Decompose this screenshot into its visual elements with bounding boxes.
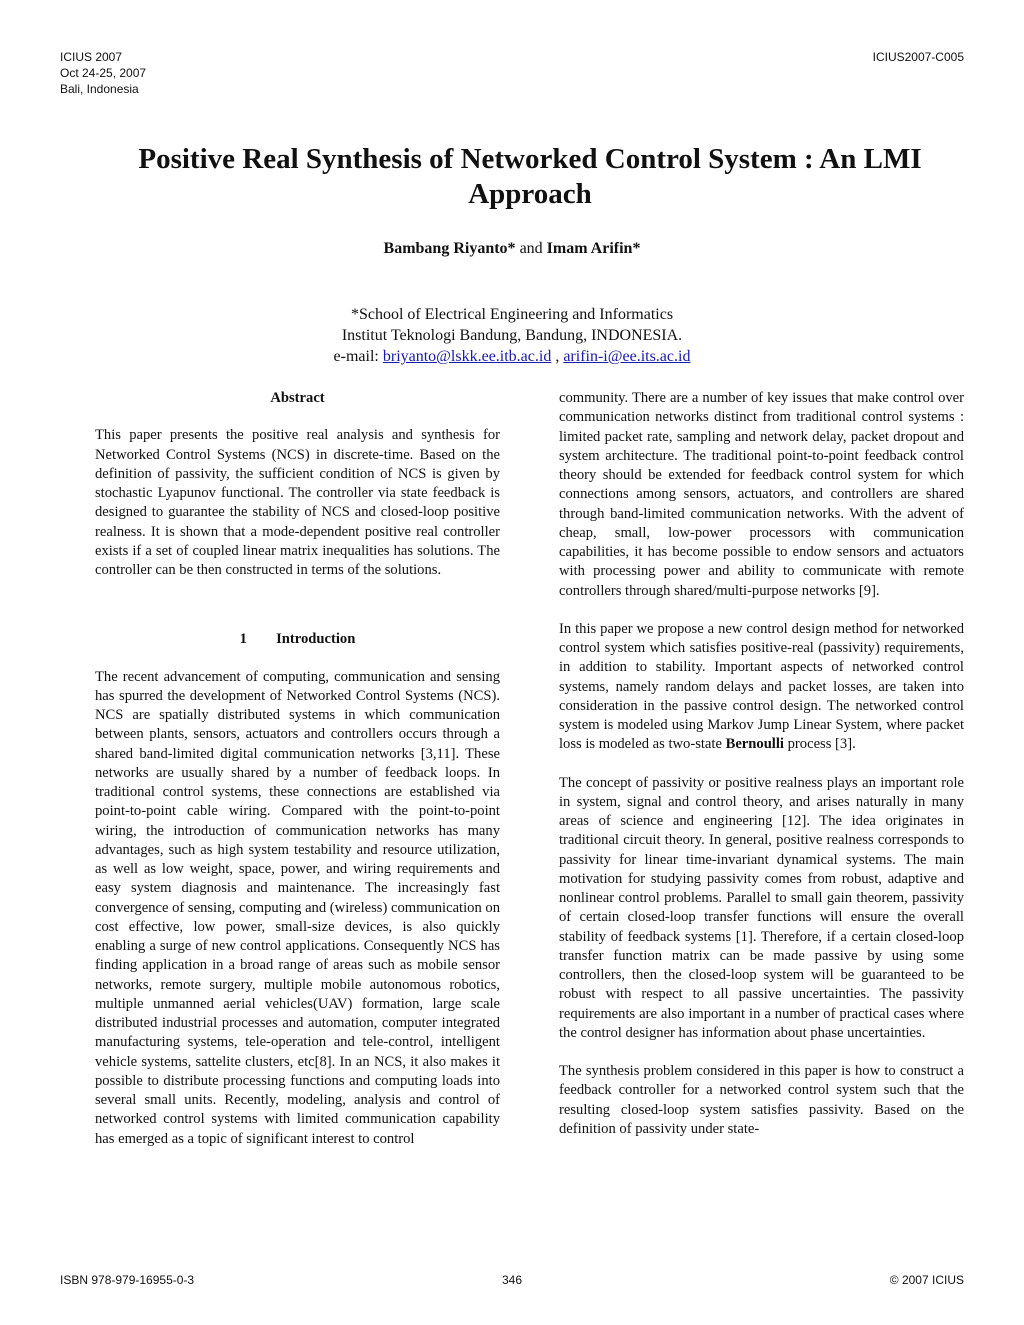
affiliation-institute: Institut Teknologi Bandung, Bandung, INDONESIA. bbox=[341, 327, 683, 344]
introduction-heading: 1 Introduction bbox=[239, 631, 356, 648]
author-2: Imam Arifin* bbox=[546, 240, 641, 257]
intro-paragraph-1-continued: community. There are a number of key issues that make control over communication networks distinct from traditional control systems : limited packet rate, sampling and network delay, packet dropout and system architecture. The traditional point-to-point feedback control theory should be extended for feedback control system for which connections among sensors, actuators, and controllers are shared through band-limited communication networks. With the advent of cheap, small, low-power processors with communication capabilities, it has become possible to endow sensors and actuators with processing power and ability to communicate with remote controllers through shared/multi-purpose networks [9]. bbox=[559, 390, 964, 599]
email-link-riyanto[interactable]: briyanto@lskk.ee.itb.ac.id bbox=[382, 348, 552, 365]
affiliation-school: *School of Electrical Engineering and Informatics bbox=[350, 306, 674, 323]
author-1: Bambang Riyanto* bbox=[383, 240, 516, 257]
author-line bbox=[0, 240, 1024, 258]
intro-paragraph-2 bbox=[559, 620, 964, 755]
affiliation-block bbox=[0, 304, 1024, 367]
intro-paragraph-3: The concept of passivity or positive realness plays an important role in system, signal and control theory, and arises naturally in many areas of science and engineering [12]. The idea originates in traditional circuit theory. In general, positive realness corresponds to passivity for linear time-invariant dynamical systems. The main motivation for studying passivity comes from robust, adaptive and nonlinear control problems. Parallel to small gain theorem, passivity of certain closed-loop transfer functions will ensure the overall stability of feedback systems [1]. Therefore, if a certain closed-loop transfer function matrix can be made passive by using some controllers, then the closed-loop system will be guaranteed to be robust with respect to all passive uncertainties. The passivity requirements are also important in a number of practical cases where the control designer has information about phase uncertainties. bbox=[559, 774, 964, 1041]
intro-paragraph-1: The recent advancement of computing, communication and sensing has spurred the development of Networked Control Systems (NCS). NCS are spatially distributed systems in which communication between plants, sensors, actuators and controllers occurs through a shared band-limited digital communication networks [3,11]. These networks are usually shared by a number of feedback loops. In traditional control systems, these connections are established via point-to-point cable wiring. Compared with the point-to-point wiring, the introduction of communication networks has many advantages, such as high system testability and resource utilization, as well as low weight, space, power, and wiring requirements and easy system diagnosis and maintenance. The increasingly fast convergence of sensing, computing and (wireless) communication on cost effective, low power, small-size devices, is also quickly enabling a surge of new control applications. Consequently NCS has finding application in a broad range of areas such as mobile sensor networks, remote surgery, multiple mobile autonomous robotics, multiple unmanned aerial vehicles(UAV) formation, large scale distributed industrial processes and automation, computer integrated manufacturing systems, tele-operation and tele-control, intelligent vehicle systems, sattelite clusters, etc[8]. In an NCS, it also makes it possible to distribute processing functions and computing loads into several small units. Recently, modeling, analysis and control of networked control systems with limited communication capability has emerged as a topic of significant interest to control bbox=[95, 668, 501, 1147]
paper-title: Positive Real Synthesis of Networked Control System : An LMI Approach bbox=[138, 143, 922, 210]
right-column bbox=[559, 389, 964, 1139]
running-header-left bbox=[60, 49, 146, 97]
intro-paragraph-4: The synthesis problem considered in this paper is how to construct a feedback controller for a networked control system such that the resulting closed-loop system satisfies passivity. Based on the definition of passivity under state- bbox=[559, 1063, 964, 1137]
author-conjunction: and bbox=[515, 240, 547, 257]
abstract-text: This paper presents the positive real analysis and synthesis for Networked Control Systems (NCS) in discrete-time. Based on the definition of passivity, the sufficient condition of NCS is given by stochastic Lyapunov functional. The controller via state feedback is designed to guarantee the stability of NCS and closed-loop positive realness. It is shown that a mode-dependent positive real controller exists if a set of coupled linear matrix inequalities has solutions. The controller can be then constructed in terms of the solutions. bbox=[95, 427, 500, 578]
email-line bbox=[0, 346, 1024, 367]
abstract-heading: Abstract bbox=[270, 390, 325, 406]
footer-page-number: 346 bbox=[501, 1273, 523, 1287]
conference-location: Bali, Indonesia bbox=[60, 82, 139, 96]
conference-name: ICIUS 2007 bbox=[60, 50, 123, 64]
left-column bbox=[95, 389, 500, 1149]
intro-paragraph-2-text: In this paper we propose a new control design method for networked control system which satisfies positive-real (passivity) requirements, in addition to stability. Important aspects of networked control systems, namely random delays and packet losses, are taken into consideration in the passive control design. The networked control system is modeled using Markov Jump Linear System, where packet loss is modeled as two-state bbox=[559, 620, 964, 753]
running-header-right bbox=[873, 49, 964, 65]
intro-paragraph-2-end: process [3]. bbox=[783, 736, 856, 753]
footer-copyright: © 2007 ICIUS bbox=[889, 1273, 964, 1287]
email-separator: , bbox=[551, 348, 564, 365]
email-link-arifin[interactable]: arifin-i@ee.its.ac.id bbox=[563, 348, 691, 365]
email-prefix: e-mail: bbox=[333, 348, 383, 365]
bernoulli-term: Bernoulli bbox=[725, 736, 784, 753]
paper-id: ICIUS2007-C005 bbox=[872, 50, 964, 64]
footer-isbn: ISBN 978-979-16955-0-3 bbox=[60, 1273, 195, 1287]
conference-dates: Oct 24-25, 2007 bbox=[60, 66, 147, 80]
